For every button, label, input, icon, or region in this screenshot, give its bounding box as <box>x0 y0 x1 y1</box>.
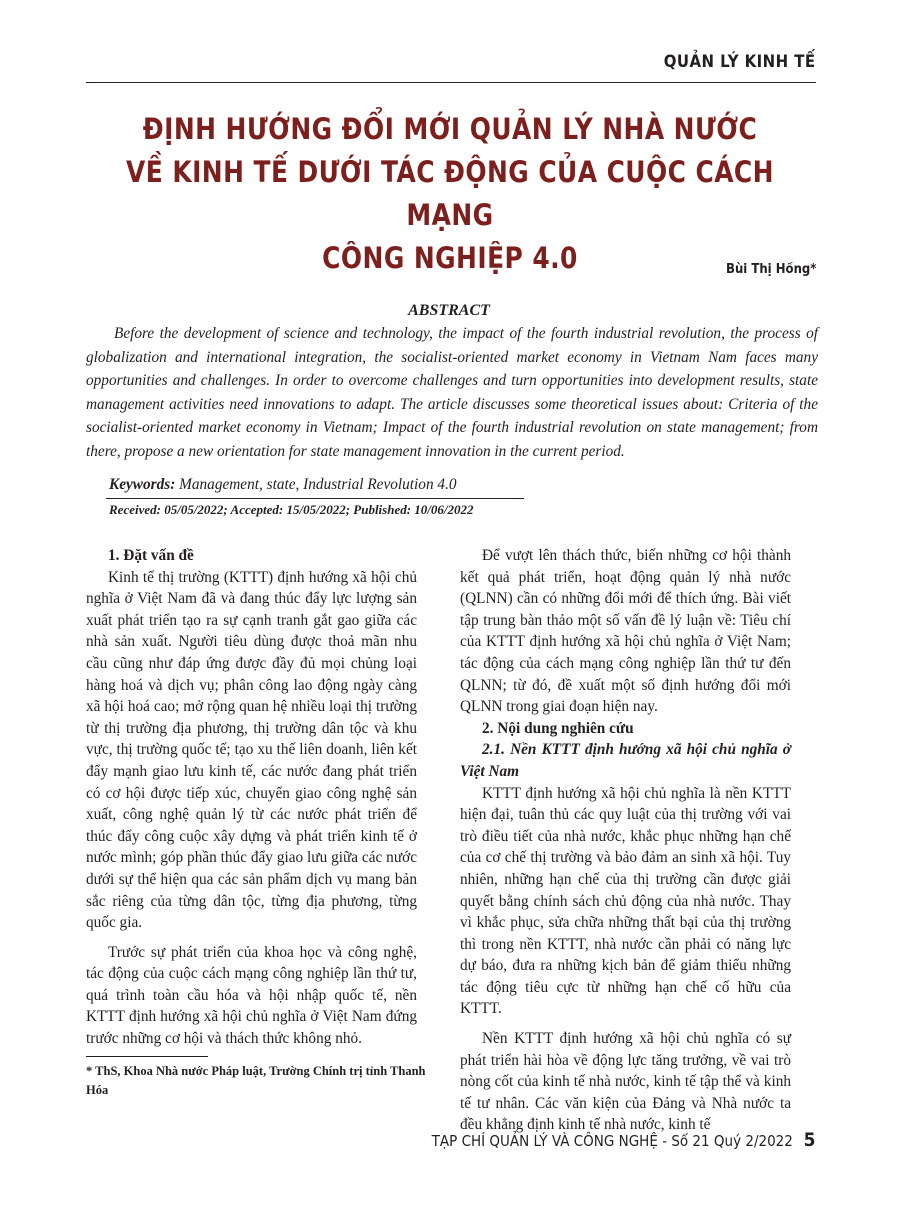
left-column <box>86 545 417 1050</box>
right-column <box>460 545 791 1136</box>
paragraph: Kinh tế thị trường (KTTT) định hướng xã hội chủ nghĩa ở Việt Nam đã và đang thúc đẩy lực lượng sản xuất phát triển tạo ra sự cạnh tranh gắt gao giữa các nhà sản xuất. Người tiêu dùng được thoả mãn nhu cầu cũng như đáp ứng được đầy đủ mọi chủng loại hàng hoá và dịch vụ; phân công lao động ngày càng xã hội hoá cao; mở rộng quan hệ nhiều loại thị trường từ thị trường địa phương, thị trường dân tộc và khu vực, thị trường quốc tế; tạo xu thế liên doanh, liên kết đẩy mạnh giao lưu kinh tế, các nước đang phát triển có cơ hội được tiếp xúc, chuyển giao công nghệ sản xuất, công nghệ quản lý từ các nước phát triển để thúc đẩy công cuộc xây dựng và phát triển kinh tế ở nước mình; góp phần thúc đẩy giao lưu giữa các nước dưới sự thể hiện qua các sản phẩm dịch vụ mang bản sắc riêng của từng dân tộc, từng địa phương, từng quốc gia. <box>86 568 417 932</box>
paragraph: Để vượt lên thách thức, biến những cơ hội thành kết quả phát triển, hoạt động quản lý nhà nước (QLNN) cần có những đổi mới để thích ứng. Bài viết tập trung bàn thảo một số vấn đề lý luận về: Tiêu chí của KTTT định hướng xã hội chủ nghĩa ở Việt Nam; tác động của cách mạng công nghiệp lần thứ tư đến QLNN; từ đó, đề xuất một số định hướng đổi mới QLNN trong giai đoạn hiện nay. <box>460 547 791 716</box>
section-heading-2: 2. Nội dung nghiên cứu <box>482 719 634 737</box>
section-heading-1: 1. Đặt vấn đề <box>108 547 194 564</box>
keywords <box>109 476 457 494</box>
keywords-divider <box>106 498 524 499</box>
title-line-2: VỀ KINH TẾ DƯỚI TÁC ĐỘNG CỦA CUỘC CÁCH MẠNG <box>126 155 774 232</box>
footnote-divider <box>86 1056 208 1057</box>
section-label: QUẢN LÝ KINH TẾ <box>664 52 816 72</box>
title-line-1: ĐỊNH HƯỚNG ĐỔI MỚI QUẢN LÝ NHÀ NƯỚC <box>142 112 758 146</box>
publication-dates: Received: 05/05/2022; Accepted: 15/05/2022; Published: 10/06/2022 <box>109 502 474 517</box>
article-title <box>70 108 830 280</box>
paragraph: Trước sự phát triển của khoa học và công nghệ, tác động của cuộc cách mạng công nghiệp lần thứ tư, quá trình toàn cầu hóa và hội nhập quốc tế, nền KTTT định hướng xã hội chủ nghĩa ở Việt Nam đứng trước những cơ hội và thách thức không nhỏ. <box>86 943 417 1048</box>
paragraph: Nền KTTT định hướng xã hội chủ nghĩa có sự phát triển hài hòa về động lực tăng trưởng, về vai trò nòng cốt của kinh tế nhà nước, kinh tế tập thể và kinh tế tư nhân. Các văn kiện của Đảng và Nhà nước ta đều khẳng định kinh tế nhà nước, kinh tế <box>460 1030 791 1134</box>
page-number: 5 <box>804 1129 816 1151</box>
author-name: Bùi Thị Hồng* <box>725 262 816 277</box>
paragraph: KTTT định hướng xã hội chủ nghĩa là nền KTTT hiện đại, tuân thủ các quy luật của thị trường với vai trò điều tiết của nhà nước, khắc phục những hạn chế của cơ chế thị trường và bảo đảm an sinh xã hội. Tuy nhiên, những hạn chế của thị trường cần được giải quyết bằng chính sách chủ động của nhà nước. Thay vì khắc phục, sửa chữa những thất bại của thị trường thì trong nền KTTT, nhà nước cần phải có năng lực dự báo, đưa ra những kịch bản để giảm thiểu những tác động tiêu cực từ những hạn chế cố hữu của KTTT. <box>460 784 791 1018</box>
abstract-body: Before the development of science and technology, the impact of the fourth industrial revolution, the process of globalization and international integration, the socialist-oriented market economy in Vietnam Nam faces many opportunities and challenges. In order to overcome challenges and turn opportunities into development results, state management activities need innovations to adapt. The article discusses some theoretical issues about: Criteria of the socialist-oriented market economy in Vietnam; Impact of the fourth industrial revolution on state management; from there, propose a new orientation for state management innovation in the current period. <box>86 325 818 460</box>
title-line-3: CÔNG NGHIỆP 4.0 <box>322 241 578 275</box>
section-divider <box>86 82 816 83</box>
keywords-label: Keywords: <box>109 476 176 493</box>
keywords-text: Management, state, Industrial Revolution 4.0 <box>179 476 457 493</box>
page-footer <box>432 1129 816 1151</box>
footnote: * ThS, Khoa Nhà nước Pháp luật, Trường Chính trị tỉnh Thanh Hóa <box>86 1064 426 1097</box>
abstract-heading: ABSTRACT <box>408 302 490 319</box>
journal-name: TẠP CHÍ QUẢN LÝ VÀ CÔNG NGHỆ - Số 21 Quý 2/2022 <box>432 1132 794 1150</box>
subsection-heading-2-1: 2.1. Nền KTTT định hướng xã hội chủ nghĩa ở Việt Nam <box>460 741 791 780</box>
